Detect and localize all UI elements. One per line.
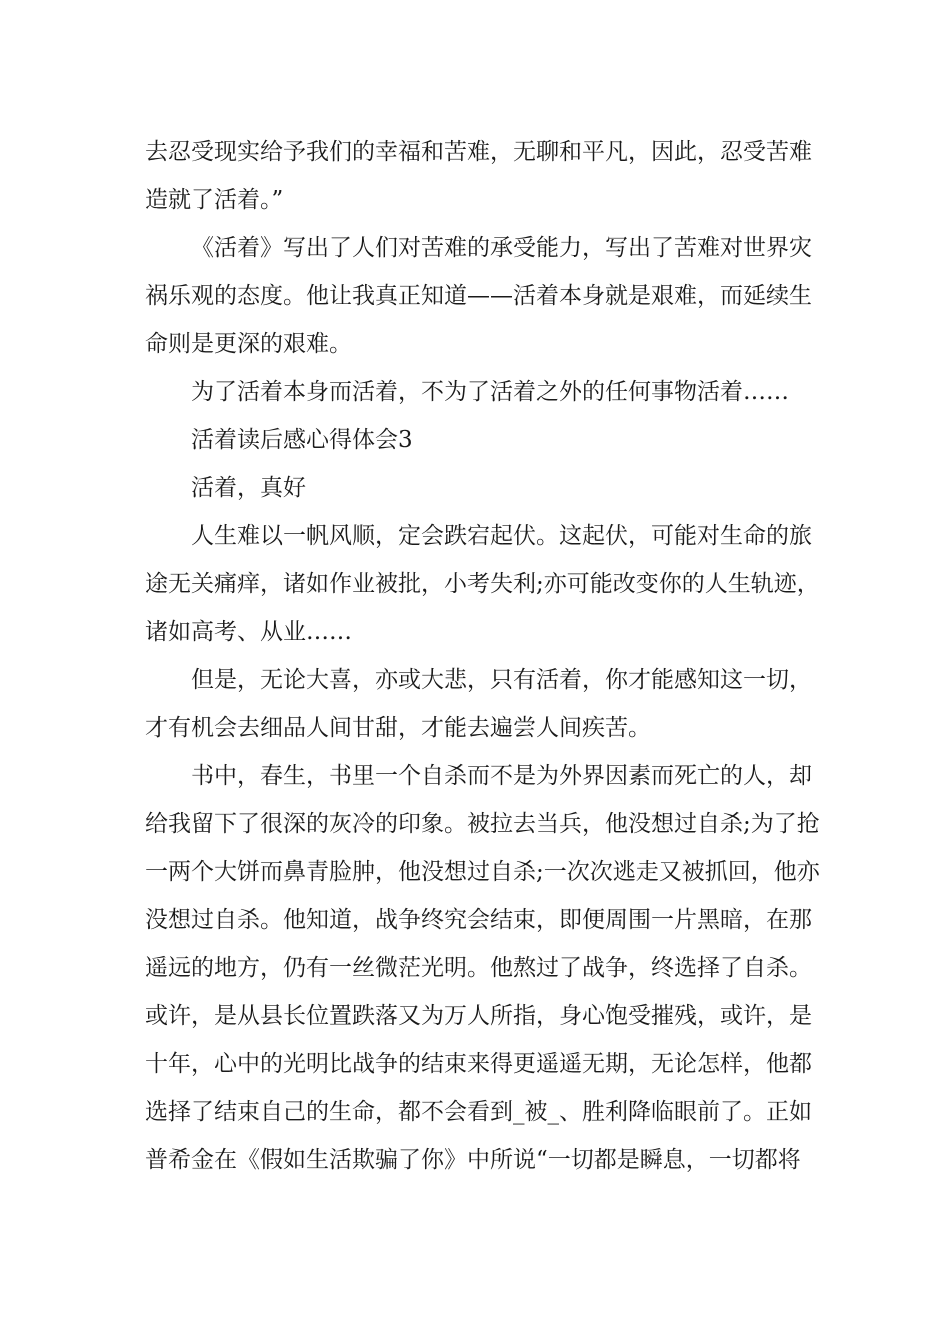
section-heading [145, 416, 815, 464]
paragraph [145, 224, 815, 368]
text-line: 十年，心中的光明比战争的结束来得更遥遥无期，无论怎样，他都 [145, 1051, 812, 1077]
text-line: 给我留下了很深的灰冷的印象。被拉去当兵，他没想过自杀;为了抢 [145, 811, 820, 837]
article-title-text: 活着，真好 [191, 475, 306, 501]
article-title [145, 464, 815, 512]
text-line: 一两个大饼而鼻青脸肿，他没想过自杀;一次次逃走又被抓回，他亦 [145, 859, 820, 885]
text-line: 普希金在《假如生活欺骗了你》中所说“一切都是瞬息，一切都将 [145, 1147, 801, 1173]
text-line: 才有机会去细品人间甘甜，才能去遍尝人间疾苦。 [145, 715, 651, 741]
text-line: 《活着》写出了人们对苦难的承受能力，写出了苦难对世界灾 [191, 235, 812, 261]
text-line: 去忍受现实给予我们的幸福和苦难，无聊和平凡，因此，忍受苦难 [145, 139, 812, 165]
text-line: 祸乐观的态度。他让我真正知道——活着本身就是艰难，而延续生 [145, 283, 812, 309]
text-line: 没想过自杀。他知道，战争终究会结束，即便周围一片黑暗，在那 [145, 907, 812, 933]
paragraph [145, 368, 815, 416]
text-line: 诸如高考、从业…… [145, 619, 352, 645]
paragraph [145, 656, 815, 752]
text-line: 或许，是从县长位置跌落又为万人所指，身心饱受摧残，或许，是 [145, 1003, 812, 1029]
text-line: 书中，春生，书里一个自杀而不是为外界因素而死亡的人，却 [191, 763, 812, 789]
text-line: 造就了活着。” [145, 187, 284, 213]
text-line: 人生难以一帆风顺，定会跌宕起伏。这起伏，可能对生命的旅 [191, 523, 812, 549]
section-title: 活着读后感心得体会3 [191, 427, 413, 453]
paragraph [145, 752, 820, 1184]
document-body [145, 128, 820, 1184]
text-line: 但是，无论大喜，亦或大悲，只有活着，你才能感知这一切， [191, 667, 812, 693]
paragraph [145, 512, 820, 656]
paragraph [145, 128, 815, 224]
text-line: 途无关痛痒，诸如作业被批，小考失利;亦可能改变你的人生轨迹， [145, 571, 820, 597]
text-line: 为了活着本身而活着，不为了活着之外的任何事物活着…… [191, 379, 789, 405]
text-line: 遥远的地方，仍有一丝微茫光明。他熬过了战争，终选择了自杀。 [145, 955, 812, 981]
text-line: 选择了结束自己的生命，都不会看到_被_、胜利降临眼前了。正如 [145, 1099, 812, 1125]
text-line: 命则是更深的艰难。 [145, 331, 352, 357]
